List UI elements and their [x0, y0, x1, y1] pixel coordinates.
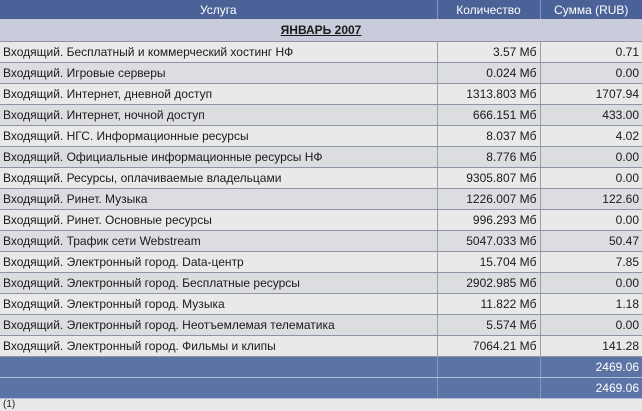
- sum-cell: 0.00: [540, 147, 642, 168]
- table-row: [0, 294, 642, 315]
- service-cell: Входящий. Электронный город. Data-центр: [0, 252, 437, 273]
- service-cell: Входящий. Ресурсы, оплачиваемые владельцами: [0, 168, 437, 189]
- table-row: [0, 336, 642, 357]
- table-row: [0, 147, 642, 168]
- table-row: [0, 315, 642, 336]
- quantity-cell: 8.037 Мб: [437, 126, 540, 147]
- service-cell: Входящий. Электронный город. Бесплатные ресурсы: [0, 273, 437, 294]
- quantity-cell: 8.776 Мб: [437, 147, 540, 168]
- table-row: [0, 252, 642, 273]
- table-row: [0, 273, 642, 294]
- table-row: [0, 105, 642, 126]
- total-sum-cell: 2469.06: [540, 357, 642, 378]
- quantity-cell: 9305.807 Мб: [437, 168, 540, 189]
- quantity-cell: 3.57 Мб: [437, 42, 540, 63]
- quantity-cell: 1226.007 Мб: [437, 189, 540, 210]
- service-cell: Входящий. Интернет, ночной доступ: [0, 105, 437, 126]
- sum-cell: 1707.94: [540, 84, 642, 105]
- period-label: ЯНВАРЬ 2007: [0, 19, 642, 42]
- sum-cell: 0.00: [540, 63, 642, 84]
- service-cell: Входящий. Электронный город. Фильмы и клипы: [0, 336, 437, 357]
- total-empty-cell: [437, 378, 540, 399]
- quantity-cell: 666.151 Мб: [437, 105, 540, 126]
- quantity-cell: 996.293 Мб: [437, 210, 540, 231]
- service-cell: Входящий. НГС. Информационные ресурсы: [0, 126, 437, 147]
- period-row: [0, 19, 642, 42]
- quantity-cell: 0.024 Мб: [437, 63, 540, 84]
- total-row: [0, 378, 642, 399]
- table-row: [0, 231, 642, 252]
- sum-cell: 0.00: [540, 210, 642, 231]
- sum-cell: 141.28: [540, 336, 642, 357]
- quantity-cell: 11.822 Мб: [437, 294, 540, 315]
- quantity-cell: 5047.033 Мб: [437, 231, 540, 252]
- quantity-cell: 2902.985 Мб: [437, 273, 540, 294]
- table-row: [0, 84, 642, 105]
- footnote: (1): [0, 399, 642, 411]
- column-header-sum: Сумма (RUB): [540, 0, 642, 19]
- quantity-cell: 7064.21 Мб: [437, 336, 540, 357]
- service-cell: Входящий. Интернет, дневной доступ: [0, 84, 437, 105]
- total-empty-cell: [0, 357, 437, 378]
- table-row: [0, 189, 642, 210]
- table-row: [0, 63, 642, 84]
- table-row: [0, 168, 642, 189]
- total-sum-cell: 2469.06: [540, 378, 642, 399]
- sum-cell: 4.02: [540, 126, 642, 147]
- column-header-service: Услуга: [0, 0, 437, 19]
- sum-cell: 122.60: [540, 189, 642, 210]
- quantity-cell: 1313.803 Мб: [437, 84, 540, 105]
- quantity-cell: 5.574 Мб: [437, 315, 540, 336]
- footnote-row: [0, 399, 642, 411]
- service-cell: Входящий. Трафик сети Webstream: [0, 231, 437, 252]
- service-cell: Входящий. Ринет. Основные ресурсы: [0, 210, 437, 231]
- service-cell: Входящий. Ринет. Музыка: [0, 189, 437, 210]
- sum-cell: 433.00: [540, 105, 642, 126]
- service-cell: Входящий. Официальные информационные ресурсы НФ: [0, 147, 437, 168]
- quantity-cell: 15.704 Мб: [437, 252, 540, 273]
- column-header-quantity: Количество: [437, 0, 540, 19]
- total-empty-cell: [0, 378, 437, 399]
- sum-cell: 0.00: [540, 315, 642, 336]
- total-empty-cell: [437, 357, 540, 378]
- sum-cell: 0.00: [540, 273, 642, 294]
- table-row: [0, 42, 642, 63]
- service-cell: Входящий. Электронный город. Музыка: [0, 294, 437, 315]
- table-row: [0, 126, 642, 147]
- total-row: [0, 357, 642, 378]
- table-row: [0, 210, 642, 231]
- service-cell: Входящий. Игровые серверы: [0, 63, 437, 84]
- sum-cell: 1.18: [540, 294, 642, 315]
- service-cell: Входящий. Электронный город. Неотъемлемая телематика: [0, 315, 437, 336]
- sum-cell: 0.00: [540, 168, 642, 189]
- sum-cell: 0.71: [540, 42, 642, 63]
- sum-cell: 50.47: [540, 231, 642, 252]
- table-header-row: [0, 0, 642, 19]
- service-cell: Входящий. Бесплатный и коммерческий хостинг НФ: [0, 42, 437, 63]
- sum-cell: 7.85: [540, 252, 642, 273]
